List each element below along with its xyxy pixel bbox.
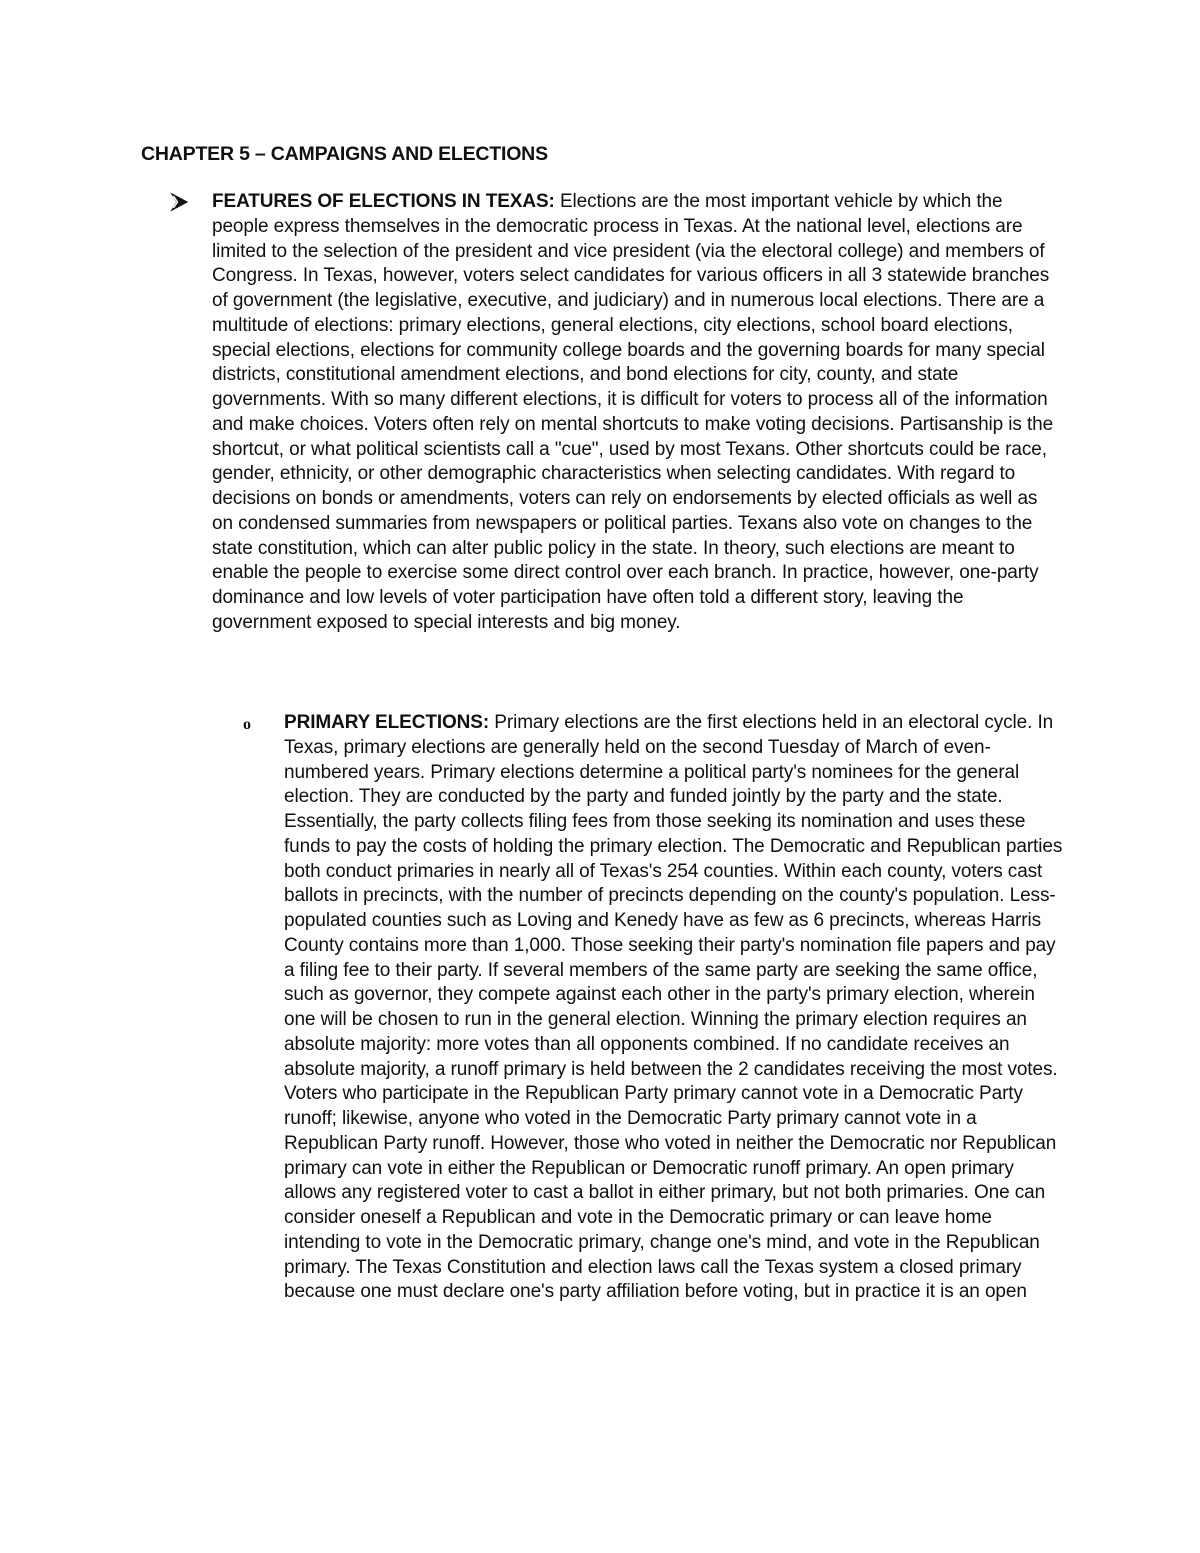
arrowhead-bullet-icon — [170, 192, 192, 214]
chapter-title: CHAPTER 5 – CAMPAIGNS AND ELECTIONS — [141, 143, 548, 165]
features-text: Elections are the most important vehicle by which the people express themselves in the democratic process in Texas. At the national level, elections are limited to the selection of the president and vice president (via the electoral college) and members of Congress. In Texas, however, voters select candidates for various officers in all 3 statewide branches of government (the legislative, executive, and judiciary) and in numerous local elections. There are a multitude of elections: primary elections, general elections, city elections, school board elections, special elections, elections for community college boards and the governing boards for many special districts, constitutional amendment elections, and bond elections for city, county, and state governments. With so many different elections, it is difficult for voters to process all of the information and make choices. Voters often rely on mental shortcuts to make voting decisions. Partisanship is the shortcut, or what political scientists call a "cue", used by most Texans. Other shortcuts could be race, gender, ethnicity, or other demographic characteristics when selecting candidates. With regard to decisions on bonds or amendments, voters can rely on endorsements by elected officials as well as on condensed summaries from newspapers or political parties. Texans also vote on changes to the state constitution, which can alter public policy in the state. In theory, such elections are meant to enable the people to exercise some direct control over each branch. In practice, however, one-party dominance and low levels of voter participation have often told a different story, leaving the government exposed to special interests and big money. — [212, 191, 1054, 633]
primary-elections-heading: PRIMARY ELECTIONS: — [284, 712, 490, 733]
circle-bullet-icon: o — [243, 716, 251, 733]
features-of-elections-paragraph — [212, 190, 1062, 636]
features-heading: FEATURES OF ELECTIONS IN TEXAS: — [212, 191, 555, 212]
primary-elections-paragraph — [284, 711, 1064, 1305]
primary-elections-text: Primary elections are the first elections held in an electoral cycle. In Texas, primary elections are generally held on the second Tuesday of March of even-numbered years. Primary elections determine a political party's nominees for the general election. They are conducted by the party and funded jointly by the party and the state. Essentially, the party collects filing fees from those seeking its nomination and uses these funds to pay the costs of holding the primary election. The Democratic and Republican parties both conduct primaries in nearly all of Texas's 254 counties. Within each county, voters cast ballots in precincts, with the number of precincts depending on the county's population. Less-populated counties such as Loving and Kenedy have as few as 6 precincts, whereas Harris County contains more than 1,000. Those seeking their party's nomination file papers and pay a filing fee to their party. If several members of the same party are seeking the same office, such as governor, they compete against each other in the party's primary election, wherein one will be chosen to run in the general election. Winning the primary election requires an absolute majority: more votes than all opponents combined. If no candidate receives an absolute majority, a runoff primary is held between the 2 candidates receiving the most votes. Voters who participate in the Republican Party primary cannot vote in a Democratic Party runoff; likewise, anyone who voted in the Democratic Party primary cannot vote in a Republican Party runoff. However, those who voted in neither the Democratic nor Republican primary can vote in either the Republican or Democratic runoff primary. An open primary allows any registered voter to cast a ballot in either primary, but not both primaries. One can consider oneself a Republican and vote in the Democratic primary or can leave home intending to vote in the Democratic primary, change one's mind, and vote in the Republican primary. The Texas Constitution and election laws call the Texas system a closed primary because one must declare one's party affiliation before voting, but in practice it is an open — [284, 712, 1063, 1303]
